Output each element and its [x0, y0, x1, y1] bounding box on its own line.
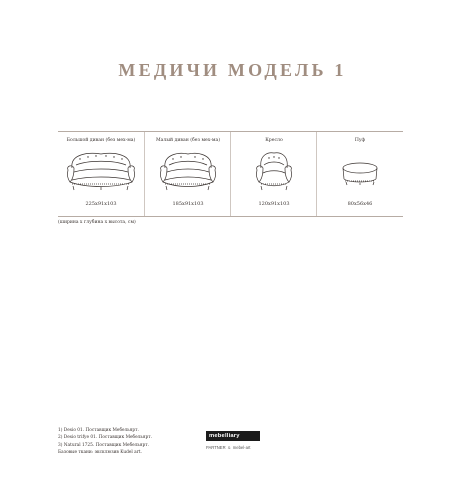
product-dimensions: 80х56х46 [347, 201, 373, 207]
large-sofa-icon [58, 146, 144, 198]
product-name: Малый диван (без мех-ма) [155, 138, 221, 143]
armchair-icon [231, 146, 317, 198]
product-dimensions: 225х91х103 [85, 201, 117, 207]
product-name: Пуф [354, 138, 366, 143]
fabric-line: 3) Natural 1725. Поставщик Мебельярт. [58, 442, 149, 448]
product-name: Кресло [265, 138, 283, 143]
product-table [58, 131, 403, 217]
product-name: Большой диван (без мех-ма) [66, 138, 136, 143]
fabric-line: 1) Desio 01. Поставщик Мебельярт. [58, 428, 139, 433]
small-sofa-icon [145, 146, 231, 198]
fabric-line: Базовые ткани: эксклюзив Kudel art. [58, 449, 142, 455]
brand-logo-mark: mebelliary [206, 431, 260, 441]
dimensions-note: (ширина х глубина х высота, см) [58, 220, 136, 225]
product-dimensions: 120х91х103 [258, 201, 290, 207]
ampersand: & [227, 445, 231, 450]
pouf-icon [317, 146, 403, 198]
page-title: МЕДИЧИ МОДЕЛЬ 1 [118, 60, 347, 80]
product-cell-pouf [316, 132, 403, 216]
partner-name: mebel-art [232, 445, 251, 450]
fabric-line: 2) Desio trifye 01. Поставщик Мебельярт. [58, 435, 152, 441]
product-cell-large-sofa [58, 132, 144, 216]
product-cell-armchair [230, 132, 317, 216]
fabric-notes [58, 427, 152, 456]
product-cell-small-sofa [144, 132, 231, 216]
brand-logo [206, 431, 262, 450]
product-dimensions: 185х91х103 [172, 201, 204, 207]
partner-label: PARTNER [206, 445, 226, 450]
partner-line [206, 445, 262, 450]
